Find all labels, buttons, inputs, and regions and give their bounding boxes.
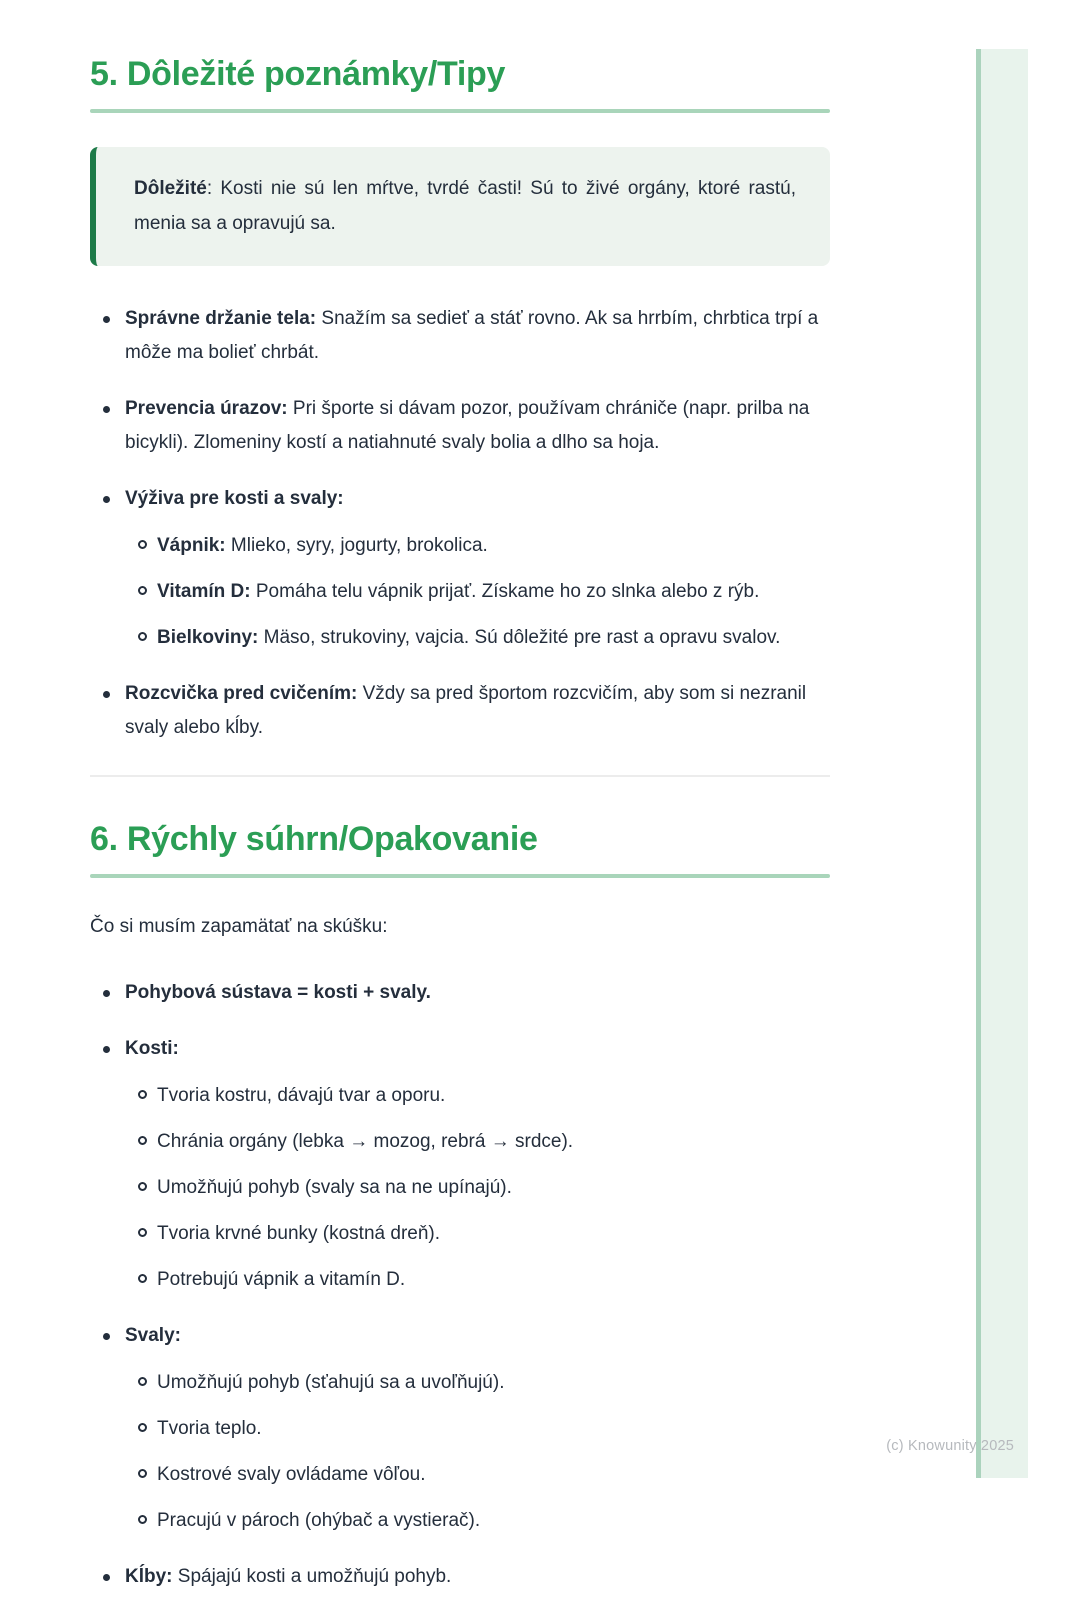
sub-list	[125, 1366, 830, 1538]
list-item-text: Výživa pre kosti a svaly:	[125, 487, 344, 509]
section-6-list	[90, 976, 830, 1594]
sub-list-item-text: Tvoria kostru, dávajú tvar a oporu.	[157, 1084, 446, 1106]
section-5-title: 5. Dôležité poznámky/Tipy	[90, 55, 506, 93]
sub-list-item-text: Vitamín D: Pomáha telu vápnik prijať. Získame ho zo slnka alebo z rýb.	[157, 580, 760, 602]
list-item-text: Pohybová sústava = kosti + svaly.	[125, 981, 431, 1003]
circle-bullet-icon	[138, 1423, 147, 1432]
sub-list-item-text: Pracujú v pároch (ohýbač a vystierač).	[157, 1509, 481, 1531]
sub-list-item	[125, 621, 830, 655]
bullet-icon	[103, 691, 110, 698]
circle-bullet-icon	[138, 1182, 147, 1191]
circle-bullet-icon	[138, 1274, 147, 1283]
list-item-text: Kosti:	[125, 1037, 179, 1059]
list-item	[90, 392, 830, 460]
circle-bullet-icon	[138, 1377, 147, 1386]
list-item-text: Rozcvička pred cvičením: Vždy sa pred športom rozcvičím, aby som si nezranil svaly alebo kĺby.	[125, 682, 807, 738]
bullet-icon	[103, 406, 110, 413]
bullet-icon	[103, 1574, 110, 1581]
list-item	[90, 1319, 830, 1538]
bullet-icon	[103, 316, 110, 323]
callout-body: : Kosti nie sú len mŕtve, tvrdé časti! Sú to živé orgány, ktoré rastú, menia sa a opravujú sa.	[134, 177, 796, 234]
callout-label: Dôležité	[134, 177, 207, 199]
sub-list-item-text: Chránia orgány (lebka → mozog, rebrá → srdce).	[157, 1130, 574, 1152]
sub-list-item-text: Bielkoviny: Mäso, strukoviny, vajcia. Sú dôležité pre rast a opravu svalov.	[157, 626, 781, 648]
circle-bullet-icon	[138, 1469, 147, 1478]
sub-list-item-text: Umožňujú pohyb (svaly sa na ne upínajú).	[157, 1176, 512, 1198]
sub-list-item	[125, 1504, 830, 1538]
sub-list-item	[125, 529, 830, 563]
sub-list-item	[125, 575, 830, 609]
circle-bullet-icon	[138, 1136, 147, 1145]
sub-list-item	[125, 1125, 830, 1159]
sub-list-item	[125, 1171, 830, 1205]
sub-list	[125, 1079, 830, 1297]
sub-list-item-text: Tvoria krvné bunky (kostná dreň).	[157, 1222, 441, 1244]
list-item	[90, 302, 830, 370]
sub-list-item	[125, 1079, 830, 1113]
section-5	[90, 54, 830, 745]
document-content	[90, 54, 830, 1616]
section-6-title: 6. Rýchly súhrn/Opakovanie	[90, 819, 538, 858]
bullet-icon	[103, 1046, 110, 1053]
list-item-text: Prevencia úrazov: Pri športe si dávam pozor, používam chrániče (napr. prilba na bicykli). Zlomeniny kostí a natiahnuté svaly bolia a dlho sa hoja.	[125, 397, 810, 453]
section-divider	[90, 775, 830, 777]
circle-bullet-icon	[138, 1515, 147, 1524]
list-item	[90, 677, 830, 745]
bullet-icon	[103, 496, 110, 503]
sub-list-item-text: Vápnik: Mlieko, syry, jogurty, brokolica.	[157, 534, 488, 556]
list-item-text: Správne držanie tela: Snažím sa sedieť a stáť rovno. Ak sa hrrbím, chrbtica trpí a môže ma bolieť chrbát.	[125, 307, 819, 363]
sub-list-item	[125, 1217, 830, 1251]
sub-list	[125, 529, 830, 655]
circle-bullet-icon	[138, 1228, 147, 1237]
circle-bullet-icon	[138, 586, 147, 595]
circle-bullet-icon	[138, 1090, 147, 1099]
section-5-list	[90, 302, 830, 745]
sub-list-item	[125, 1263, 830, 1297]
sub-list-item-text: Umožňujú pohyb (sťahujú sa a uvoľňujú).	[157, 1371, 505, 1393]
sub-list-item	[125, 1412, 830, 1446]
sub-list-item-text: Potrebujú vápnik a vitamín D.	[157, 1268, 406, 1290]
sub-list-item	[125, 1458, 830, 1492]
sub-list-item-text: Kostrové svaly ovládame vôľou.	[157, 1463, 426, 1485]
list-item	[90, 1560, 830, 1594]
callout-text	[134, 171, 796, 241]
sub-list-item	[125, 1366, 830, 1400]
bullet-icon	[103, 1333, 110, 1340]
circle-bullet-icon	[138, 540, 147, 549]
list-item	[90, 976, 830, 1010]
list-item	[90, 482, 830, 655]
sub-list-item-text: Tvoria teplo.	[157, 1417, 262, 1439]
section-6-title-underline	[90, 874, 830, 878]
list-item-text: Kĺby: Spájajú kosti a umožňujú pohyb.	[125, 1565, 452, 1587]
list-item-text: Svaly:	[125, 1324, 181, 1346]
section-6	[90, 819, 830, 1594]
section-6-intro: Čo si musím zapamätať na skúšku:	[90, 915, 388, 937]
section-5-title-underline	[90, 109, 830, 113]
page-accent-strip	[976, 49, 1028, 1478]
bullet-icon	[103, 990, 110, 997]
important-callout	[90, 147, 830, 266]
list-item	[90, 1032, 830, 1297]
copyright-watermark: (c) Knowunity 2025	[886, 1438, 1014, 1454]
circle-bullet-icon	[138, 632, 147, 641]
